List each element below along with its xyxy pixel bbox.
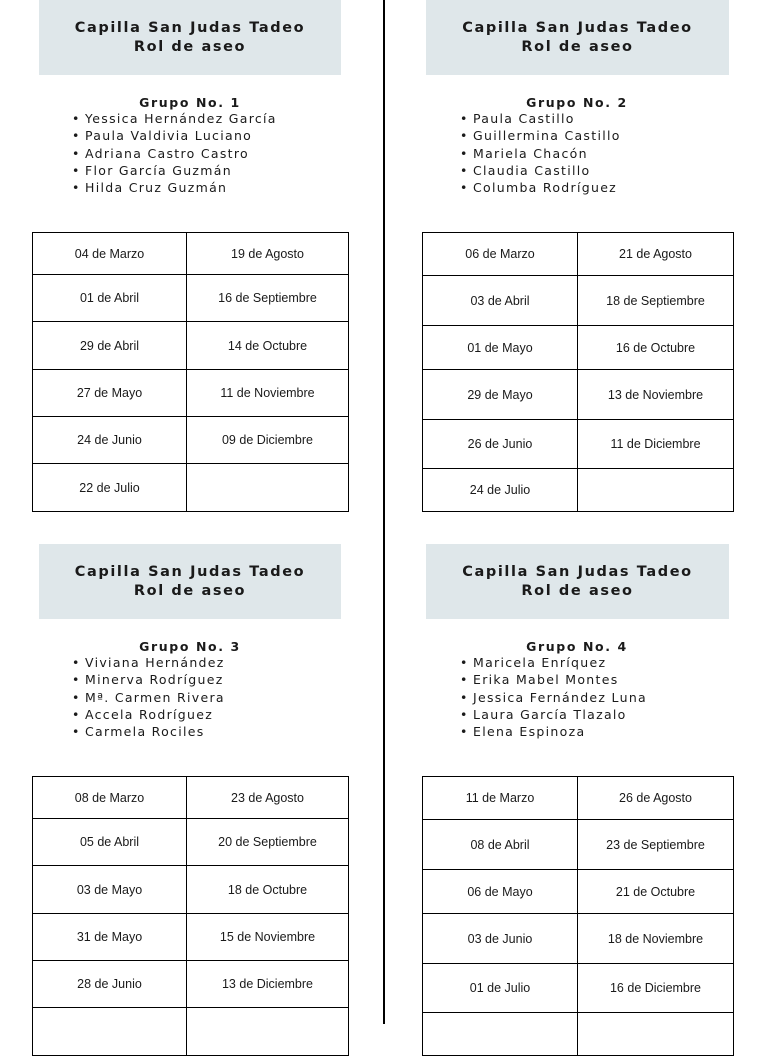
member-item: • Paula Castillo	[460, 111, 575, 126]
member-item: • Jessica Fernández Luna	[460, 689, 648, 705]
table-row	[33, 819, 349, 866]
date-cell	[578, 1013, 734, 1056]
date-cell: 06 de Marzo	[423, 233, 578, 276]
date-cell: 04 de Marzo	[33, 233, 187, 275]
date-cell: 14 de Octubre	[187, 322, 349, 370]
date-cell: 21 de Agosto	[578, 233, 734, 276]
date-cell: 05 de Abril	[33, 819, 187, 866]
table-row	[33, 275, 349, 322]
dates-table	[422, 232, 734, 512]
date-cell: 03 de Junio	[423, 914, 578, 964]
table-row	[33, 322, 349, 370]
date-cell: 22 de Julio	[33, 464, 187, 512]
table-row	[33, 1008, 349, 1056]
table-row	[423, 276, 734, 326]
date-cell: 24 de Junio	[33, 417, 187, 464]
table-row	[423, 326, 734, 370]
member-item: • Carmela Rociles	[72, 724, 205, 740]
date-cell: 16 de Diciembre	[578, 964, 734, 1013]
date-cell: 16 de Septiembre	[187, 275, 349, 322]
date-cell: 16 de Octubre	[578, 326, 734, 370]
date-cell: 27 de Mayo	[33, 370, 187, 417]
date-cell: 29 de Abril	[33, 322, 187, 370]
table-row	[423, 964, 734, 1013]
table-row	[33, 961, 349, 1008]
date-cell: 09 de Diciembre	[187, 417, 349, 464]
card-header	[426, 0, 729, 75]
member-item: • Maricela Enríquez	[460, 655, 607, 670]
card-header	[426, 544, 729, 619]
date-cell: 03 de Abril	[423, 276, 578, 326]
table-row	[33, 417, 349, 464]
table-row	[33, 914, 349, 961]
card-header	[39, 544, 341, 619]
date-cell: 03 de Mayo	[33, 866, 187, 914]
date-cell: 28 de Junio	[33, 961, 187, 1008]
member-item: • Yessica Hernández García	[72, 111, 277, 126]
member-item: • Guillermina Castillo	[460, 128, 621, 144]
member-list	[72, 110, 277, 196]
date-cell: 11 de Marzo	[423, 777, 578, 820]
table-row	[423, 914, 734, 964]
table-row	[33, 464, 349, 512]
member-item: • Viviana Hernández	[72, 655, 225, 670]
date-cell: 06 de Mayo	[423, 870, 578, 914]
date-cell: 11 de Diciembre	[578, 420, 734, 469]
date-cell: 18 de Octubre	[187, 866, 349, 914]
table-row	[423, 420, 734, 469]
member-list	[72, 654, 225, 740]
table-row	[423, 820, 734, 870]
date-cell: 08 de Marzo	[33, 777, 187, 819]
group-title: Grupo No. 4	[526, 639, 628, 654]
date-cell	[578, 469, 734, 512]
member-list	[460, 110, 621, 196]
table-row	[423, 870, 734, 914]
member-list	[460, 654, 647, 740]
group-title: Grupo No. 3	[139, 639, 241, 654]
chapel-name: Capilla San Judas Tadeo	[74, 19, 306, 36]
date-cell: 26 de Junio	[423, 420, 578, 469]
date-cell: 13 de Noviembre	[578, 370, 734, 420]
date-cell: 29 de Mayo	[423, 370, 578, 420]
dates-table	[32, 776, 349, 1056]
date-cell: 13 de Diciembre	[187, 961, 349, 1008]
dates-table	[32, 232, 349, 512]
date-cell: 01 de Abril	[33, 275, 187, 322]
roster-title: Rol de aseo	[521, 582, 634, 599]
date-cell: 01 de Julio	[423, 964, 578, 1013]
date-cell	[423, 1013, 578, 1056]
member-item: • Claudia Castillo	[460, 162, 591, 178]
member-item: • Mariela Chacón	[460, 145, 588, 161]
member-item: • Paula Valdivia Luciano	[72, 128, 253, 144]
date-cell: 24 de Julio	[423, 469, 578, 512]
date-cell: 23 de Septiembre	[578, 820, 734, 870]
member-item: • Minerva Rodríguez	[72, 672, 224, 688]
date-cell: 11 de Noviembre	[187, 370, 349, 417]
member-item: • Mª. Carmen Rivera	[72, 689, 225, 705]
table-row	[423, 233, 734, 276]
date-cell	[187, 464, 349, 512]
table-row	[423, 1013, 734, 1056]
table-row	[33, 233, 349, 275]
roster-title: Rol de aseo	[133, 582, 247, 599]
group-title: Grupo No. 1	[139, 95, 241, 110]
chapel-name: Capilla San Judas Tadeo	[74, 563, 306, 580]
member-item: • Hilda Cruz Guzmán	[72, 180, 228, 196]
date-cell: 26 de Agosto	[578, 777, 734, 820]
roster-title: Rol de aseo	[521, 38, 634, 55]
table-row	[423, 469, 734, 512]
table-row	[33, 866, 349, 914]
date-cell	[187, 1008, 349, 1056]
table-row	[33, 777, 349, 819]
member-item: • Accela Rodríguez	[72, 706, 214, 722]
date-cell: 15 de Noviembre	[187, 914, 349, 961]
date-cell: 01 de Mayo	[423, 326, 578, 370]
date-cell: 23 de Agosto	[187, 777, 349, 819]
chapel-name: Capilla San Judas Tadeo	[462, 563, 693, 580]
table-row	[423, 777, 734, 820]
table-row	[33, 370, 349, 417]
column-divider	[383, 0, 385, 1024]
chapel-name: Capilla San Judas Tadeo	[462, 19, 693, 36]
date-cell: 18 de Septiembre	[578, 276, 734, 326]
group-title: Grupo No. 2	[526, 95, 628, 110]
date-cell: 19 de Agosto	[187, 233, 349, 275]
roster-title: Rol de aseo	[133, 38, 247, 55]
date-cell: 18 de Noviembre	[578, 914, 734, 964]
dates-table	[422, 776, 734, 1056]
date-cell: 31 de Mayo	[33, 914, 187, 961]
table-row	[423, 370, 734, 420]
date-cell: 21 de Octubre	[578, 870, 734, 914]
date-cell: 08 de Abril	[423, 820, 578, 870]
date-cell: 20 de Septiembre	[187, 819, 349, 866]
member-item: • Adriana Castro Castro	[72, 145, 249, 161]
member-item: • Erika Mabel Montes	[460, 672, 619, 688]
member-item: • Columba Rodríguez	[460, 180, 618, 196]
card-header	[39, 0, 341, 75]
date-cell	[33, 1008, 187, 1056]
member-item: • Laura García Tlazalo	[460, 706, 627, 722]
member-item: • Flor García Guzmán	[72, 162, 232, 178]
member-item: • Elena Espinoza	[460, 724, 586, 740]
